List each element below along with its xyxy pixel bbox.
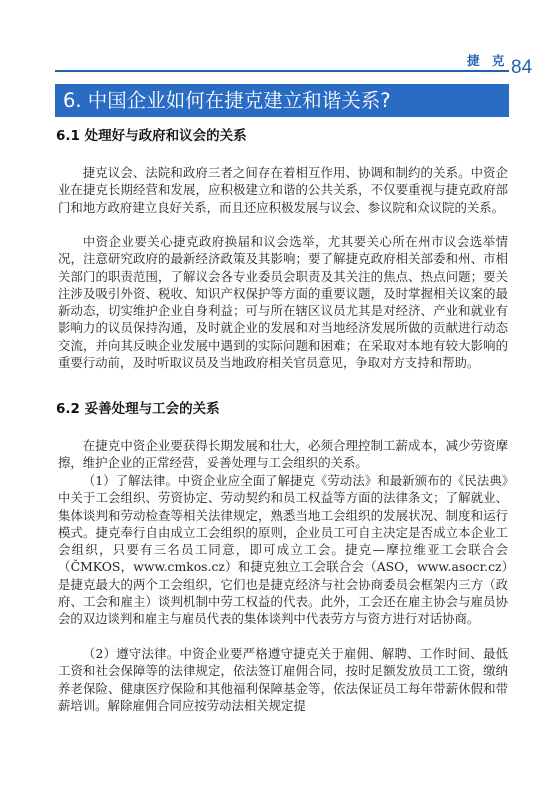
header-rule <box>55 70 509 72</box>
paragraph-6-1-1: 捷克议会、法院和政府三者之间存在着相互作用、协调和制约的关系。中资企业在捷克长期经营和发展，应积极建立和谐的公共关系，不仅要重视与捷克政府部门和地方政府建立良好关系，而且还应积极发展与议会、参议院和众议院的关系。 <box>58 165 508 215</box>
paragraph-6-2-3: （2）遵守法律。中资企业要严格遵守捷克关于雇佣、解聘、工作时间、最低工资和社会保障等的法律规定，依法签订雇佣合同，按时足额发放员工工资，缴纳养老保险、健康医疗保险和其他福利保障基金等，依法保证员工每年带薪休假和带薪培训。解除雇佣合同应按劳动法相关规定提 <box>58 646 508 713</box>
chapter-title: 6. 中国企业如何在捷克建立和谐关系? <box>63 89 391 112</box>
section-heading-6-1: 6.1 处理好与政府和议会的关系 <box>56 128 247 144</box>
header-country-label: 捷 克 <box>467 53 509 68</box>
paragraph-6-1-2: 中资企业要关心捷克政府换届和议会选举，尤其要关心所在州市议会选举情况，注意研究政府的最新经济政策及其影响；要了解捷克政府相关部委和州、市相关部门的职责范围，了解议会各专业委员会职责及其关注的焦点、热点问题；要关注涉及吸引外资、税收、知识产权保护等方面的重要议题，及时掌握相关议案的最新动态，切实维护企业自身利益；可与所在辖区议员尤其是对经济、产业和就业有影响力的议员保持沟通，及时就企业的发展和对当地经济发展所做的贡献进行动态交流，并向其反映企业发展中遇到的实际问题和困难；在采取对本地有较大影响的重要行动前，及时听取议员及当地政府相关官员意见，争取对方支持和帮助。 <box>58 234 508 371</box>
chapter-title-banner <box>55 84 509 117</box>
page-number: 84 <box>511 57 533 78</box>
section-heading-6-2: 6.2 妥善处理与工会的关系 <box>56 401 220 417</box>
paragraph-6-2-2: （1）了解法律。中资企业应全面了解捷克《劳动法》和最新颁布的《民法典》中关于工会组织、劳资协定、劳动契约和员工权益等方面的法律条文；了解就业、集体谈判和劳动检查等相关法律规定，熟悉当地工会组织的发展状况、制度和运行模式。捷克奉行自由成立工会组织的原则，企业员工可自主决定是否成立本企业工会组织，只要有三名员工同意，即可成立工会。捷克—摩拉维亚工会联合会（ČMKOS，www.cmkos.cz）和捷克独立工会联合会（ASO，www.asocr.cz）是捷克最大的两个工会组织，它们也是捷克经济与社会协商委员会框架内三方（政府、工会和雇主）谈判机制中劳工权益的代表。此外，工会还在雇主协会与雇员协会的双边谈判和雇主与雇员代表的集体谈判中代表劳方与资方进行对话协商。 <box>58 473 508 627</box>
paragraph-6-2-1: 在捷克中资企业要获得长期发展和壮大，必须合理控制工薪成本，减少劳资摩擦，维护企业的正常经营，妥善处理与工会组织的关系。 <box>58 438 508 471</box>
